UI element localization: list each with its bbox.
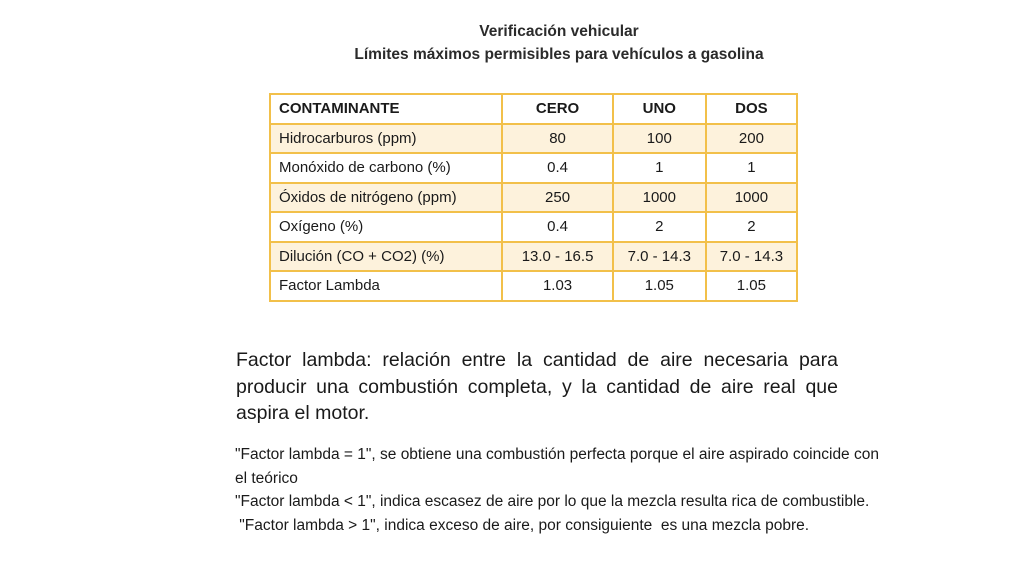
- table-cell: 1.03: [502, 271, 612, 301]
- table-row: [270, 212, 797, 242]
- table-cell: 250: [502, 183, 612, 213]
- table-cell: 1: [706, 153, 797, 183]
- table-cell: 2: [706, 212, 797, 242]
- table-cell: 1000: [706, 183, 797, 213]
- table-cell: 1: [613, 153, 706, 183]
- table-header-cell: CERO: [502, 94, 612, 124]
- lambda-notes: [235, 443, 879, 537]
- table-cell: Óxidos de nitrógeno (ppm): [270, 183, 502, 213]
- note-lambda-equal: "Factor lambda = 1", se obtiene una combustión perfecta porque el aire aspirado coincide con el teórico: [235, 446, 879, 487]
- table-cell: 100: [613, 124, 706, 154]
- slide-subtitle: Límites máximos permisibles para vehículos a gasolina: [354, 46, 764, 63]
- table-cell: 80: [502, 124, 612, 154]
- table-cell: Hidrocarburos (ppm): [270, 124, 502, 154]
- table-cell: 7.0 - 14.3: [706, 242, 797, 272]
- table-cell: Oxígeno (%): [270, 212, 502, 242]
- lambda-definition: Factor lambda: relación entre la cantidad de aire necesaria para producir una combustión completa, y la cantidad de aire real que aspira el motor.: [236, 349, 838, 424]
- table-row: [270, 153, 797, 183]
- table-row: [270, 242, 797, 272]
- note-lambda-less: "Factor lambda < 1", indica escasez de aire por lo que la mezcla resulta rica de combustible.: [235, 493, 870, 510]
- table-header-cell: DOS: [706, 94, 797, 124]
- table-cell: 7.0 - 14.3: [613, 242, 706, 272]
- table-header-cell: CONTAMINANTE: [270, 94, 502, 124]
- table-cell: 2: [613, 212, 706, 242]
- table-cell: Monóxido de carbono (%): [270, 153, 502, 183]
- table-header-row: [270, 94, 797, 124]
- table-row: [270, 124, 797, 154]
- note-lambda-greater: "Factor lambda > 1", indica exceso de aire, por consiguiente es una mezcla pobre.: [235, 516, 810, 534]
- table-cell: 200: [706, 124, 797, 154]
- slide-title-block: [0, 20, 1024, 66]
- table-cell: 0.4: [502, 212, 612, 242]
- table-cell: 1000: [613, 183, 706, 213]
- table-cell: Dilución (CO + CO2) (%): [270, 242, 502, 272]
- table-cell: Factor Lambda: [270, 271, 502, 301]
- table-cell: 1.05: [706, 271, 797, 301]
- table-cell: 1.05: [613, 271, 706, 301]
- table-cell: 0.4: [502, 153, 612, 183]
- emission-limits-table: [269, 93, 798, 302]
- table-row: [270, 183, 797, 213]
- table-header-cell: UNO: [613, 94, 706, 124]
- table-row: [270, 271, 797, 301]
- table-cell: 13.0 - 16.5: [502, 242, 612, 272]
- slide-title: Verificación vehicular: [479, 23, 639, 40]
